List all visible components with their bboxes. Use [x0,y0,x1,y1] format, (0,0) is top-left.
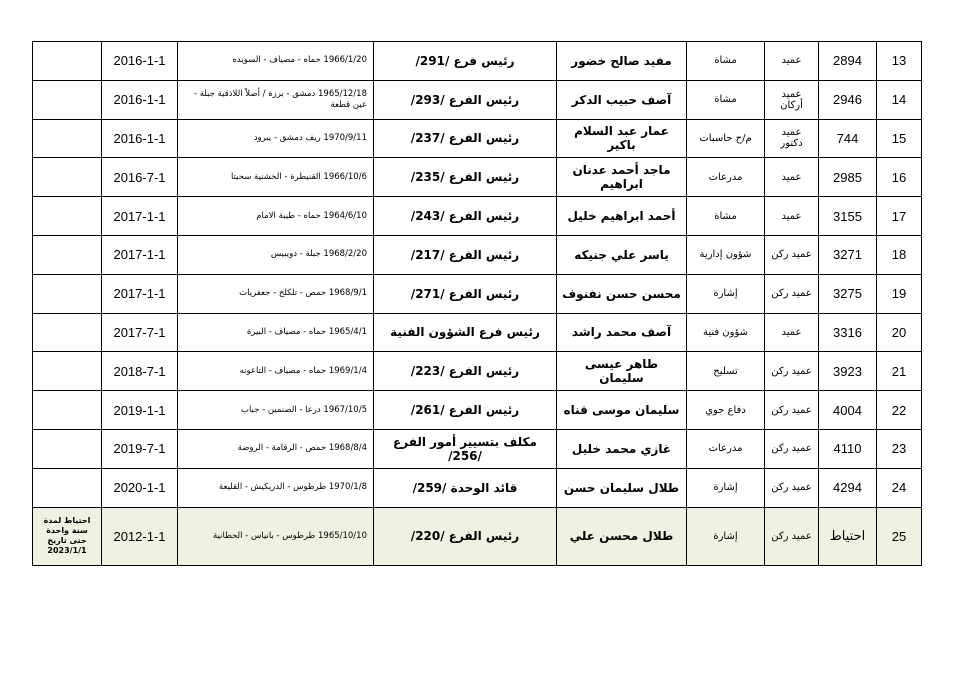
table-row [33,235,922,274]
row-number-cell: 22 [877,391,922,430]
table-row [33,313,922,352]
military-id-cell: 3155 [819,197,877,236]
military-id-cell: 4110 [819,429,877,468]
note-cell [33,197,102,236]
rank-cell: عميد ركن [765,391,819,430]
position-cell: رئيس الفرع /220/ [374,507,557,565]
name-cell: محسن حسن نفنوف [557,274,687,313]
name-cell: سليمان موسى قناه [557,391,687,430]
date-cell: 2019-1-1 [102,391,178,430]
date-cell: 2016-1-1 [102,80,178,119]
birth-info-cell: 1967/10/5 درعا - الصنمين - جباب [178,391,374,430]
name-cell: ماجد أحمد عدنان ابراهيم [557,158,687,197]
note-cell [33,42,102,81]
rank-cell: عميد ركن [765,352,819,391]
rank-cell: عميد ركن [765,429,819,468]
row-number-cell: 13 [877,42,922,81]
rank-cell: عميد أركان [765,80,819,119]
military-id-cell: 3271 [819,235,877,274]
row-number-cell: 24 [877,468,922,507]
military-id-cell: 4004 [819,391,877,430]
position-cell: رئيس الفرع /223/ [374,352,557,391]
note-cell [33,80,102,119]
name-cell: آصف حبيب الدكر [557,80,687,119]
birth-info-cell: 1965/12/18 دمشق - برزة / أصلاً اللاذقية جبلة - عين قطعة [178,80,374,119]
position-cell: رئيس الفرع /293/ [374,80,557,119]
military-id-cell: 2946 [819,80,877,119]
officers-table [32,41,922,566]
row-number-cell: 19 [877,274,922,313]
row-number-cell: 16 [877,158,922,197]
position-cell: رئيس الفرع /243/ [374,197,557,236]
note-cell [33,429,102,468]
name-cell: آصف محمد راشد [557,313,687,352]
specialty-cell: مدرعات [687,429,765,468]
military-id-cell: 3923 [819,352,877,391]
birth-info-cell: 1970/9/11 ريف دمشق - يبرود [178,119,374,158]
table-row [33,197,922,236]
birth-info-cell: 1968/8/4 حمص - الرقامة - الروضة [178,429,374,468]
rank-cell: عميد [765,197,819,236]
note-cell [33,468,102,507]
name-cell: طاهر عيسى سليمان [557,352,687,391]
table-row [33,42,922,81]
specialty-cell: إشارة [687,468,765,507]
specialty-cell: شؤون إدارية [687,235,765,274]
specialty-cell: شؤون فنية [687,313,765,352]
specialty-cell: دفاع جوي [687,391,765,430]
note-cell [33,274,102,313]
date-cell: 2019-7-1 [102,429,178,468]
specialty-cell: م/ح حاسبات [687,119,765,158]
date-cell: 2016-1-1 [102,42,178,81]
name-cell: طلال سليمان حسن [557,468,687,507]
date-cell: 2016-7-1 [102,158,178,197]
birth-info-cell: 1965/10/10 طرطوس - بانياس - الحطانية [178,507,374,565]
note-cell [33,352,102,391]
military-id-cell: 4294 [819,468,877,507]
row-number-cell: 23 [877,429,922,468]
specialty-cell: إشارة [687,507,765,565]
table-row [33,468,922,507]
position-cell: رئيس الفرع /237/ [374,119,557,158]
birth-info-cell: 1964/6/10 حماه - طيبة الامام [178,197,374,236]
row-number-cell: 14 [877,80,922,119]
military-id-cell: 3275 [819,274,877,313]
birth-info-cell: 1970/1/8 طرطوس - الدريكيش - القليعة [178,468,374,507]
position-cell: رئيس الفرع /261/ [374,391,557,430]
birth-info-cell: 1968/9/1 حمص - تلكلخ - جعفريات [178,274,374,313]
military-id-cell: 2894 [819,42,877,81]
table-row [33,158,922,197]
table-row [33,274,922,313]
birth-info-cell: 1965/4/1 حماه - مصياف - البيرة [178,313,374,352]
note-cell [33,235,102,274]
birth-info-cell: 1968/2/20 جبلة - دويبيس [178,235,374,274]
table-row [33,429,922,468]
table-row [33,119,922,158]
name-cell: مفيد صالح خضور [557,42,687,81]
specialty-cell: مشاة [687,197,765,236]
table-row [33,352,922,391]
note-cell [33,313,102,352]
row-number-cell: 21 [877,352,922,391]
position-cell: رئيس فرع الشؤون الفنية [374,313,557,352]
rank-cell: عميد [765,313,819,352]
date-cell: 2017-1-1 [102,197,178,236]
name-cell: غازي محمد خليل [557,429,687,468]
note-cell [33,391,102,430]
specialty-cell: مدرعات [687,158,765,197]
row-number-cell: 20 [877,313,922,352]
military-id-cell: 2985 [819,158,877,197]
row-number-cell: 25 [877,507,922,565]
rank-cell: عميد ركن [765,274,819,313]
date-cell: 2016-1-1 [102,119,178,158]
position-cell: رئيس فرع /291/ [374,42,557,81]
note-cell [33,158,102,197]
table-row [33,391,922,430]
row-number-cell: 17 [877,197,922,236]
position-cell: رئيس الفرع /217/ [374,235,557,274]
date-cell: 2018-7-1 [102,352,178,391]
date-cell: 2017-1-1 [102,235,178,274]
rank-cell: عميد ركن [765,235,819,274]
note-cell: احتياط لمدة سنة واحدة حتى تاريخ 2023/1/1 [33,507,102,565]
row-number-cell: 15 [877,119,922,158]
position-cell: قائد الوحدة /259/ [374,468,557,507]
rank-cell: عميد ركن [765,468,819,507]
date-cell: 2012-1-1 [102,507,178,565]
position-cell: مكلف بتسيير أمور الفرع /256/ [374,429,557,468]
specialty-cell: مشاة [687,80,765,119]
military-id-cell: 3316 [819,313,877,352]
birth-info-cell: 1966/10/6 القنيطرة - الخشنية سحيتا [178,158,374,197]
birth-info-cell: 1969/1/4 حماه - مصياف - التاعونه [178,352,374,391]
birth-info-cell: 1966/1/20 حماه - مصياف - السويده [178,42,374,81]
rank-cell: عميد [765,42,819,81]
row-number-cell: 18 [877,235,922,274]
military-id-cell: احتياط [819,507,877,565]
date-cell: 2017-7-1 [102,313,178,352]
specialty-cell: مشاة [687,42,765,81]
note-cell [33,119,102,158]
rank-cell: عميد [765,158,819,197]
date-cell: 2017-1-1 [102,274,178,313]
rank-cell: عميد ركن [765,507,819,565]
table-row [33,80,922,119]
specialty-cell: تسليح [687,352,765,391]
position-cell: رئيس الفرع /271/ [374,274,557,313]
specialty-cell: إشارة [687,274,765,313]
name-cell: طلال محسن علي [557,507,687,565]
military-id-cell: 744 [819,119,877,158]
name-cell: ياسر علي جنيكه [557,235,687,274]
name-cell: أحمد ابراهيم خليل [557,197,687,236]
rank-cell: عميد دكتور [765,119,819,158]
table-row [33,507,922,565]
name-cell: عمار عبد السلام باكير [557,119,687,158]
position-cell: رئيس الفرع /235/ [374,158,557,197]
date-cell: 2020-1-1 [102,468,178,507]
